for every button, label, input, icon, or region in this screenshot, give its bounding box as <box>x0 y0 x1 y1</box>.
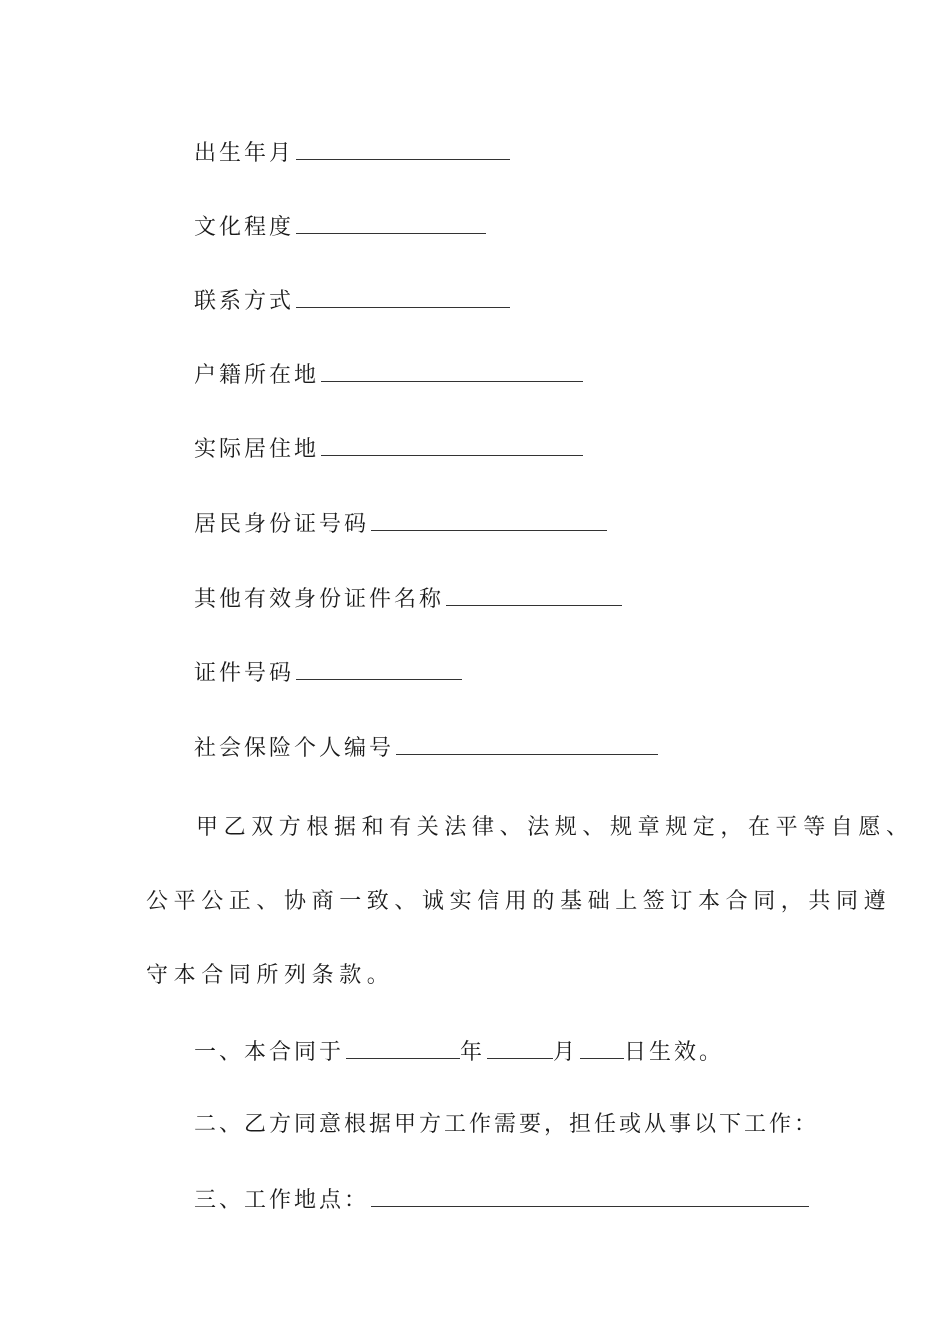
field-education <box>194 211 486 243</box>
fill-in-blank[interactable] <box>296 657 462 680</box>
field-label: 证件号码 <box>194 661 295 686</box>
month-blank[interactable] <box>487 1036 553 1059</box>
clause-text-suffix: 日生效。 <box>624 1040 725 1065</box>
year-label: 年 <box>460 1040 486 1065</box>
field-label: 其他有效身份证件名称 <box>194 587 445 612</box>
fill-in-blank[interactable] <box>296 137 510 160</box>
field-social-insurance-number <box>194 732 658 764</box>
clause-1-effective-date <box>194 1036 724 1068</box>
field-certificate-number <box>194 657 462 689</box>
field-birth-date <box>194 137 510 169</box>
fill-in-blank[interactable] <box>296 285 510 308</box>
year-blank[interactable] <box>346 1036 460 1059</box>
field-id-number <box>194 508 607 540</box>
clause-text: 三、工作地点： <box>194 1188 370 1213</box>
clause-text: 二、乙方同意根据甲方工作需要，担任或从事以下工作： <box>194 1112 820 1137</box>
fill-in-blank[interactable] <box>296 211 486 234</box>
field-label: 联系方式 <box>194 289 295 314</box>
intro-paragraph-line-3: 守本合同所列条款。 <box>146 963 395 988</box>
field-label: 户籍所在地 <box>194 363 320 388</box>
intro-paragraph-line-2: 公平公正、协商一致、诚实信用的基础上签订本合同，共同遵 <box>146 889 892 914</box>
field-household-registration <box>194 359 583 391</box>
field-label: 实际居住地 <box>194 437 320 462</box>
fill-in-blank[interactable] <box>371 508 607 531</box>
clause-2-job-description <box>194 1110 819 1140</box>
fill-in-blank[interactable] <box>446 583 622 606</box>
field-label: 居民身份证号码 <box>194 512 370 537</box>
field-label: 出生年月 <box>194 141 295 166</box>
field-label: 社会保险个人编号 <box>194 736 395 761</box>
clause-3-work-location <box>194 1184 809 1216</box>
fill-in-blank[interactable] <box>321 359 583 382</box>
month-label: 月 <box>553 1040 579 1065</box>
field-actual-residence <box>194 433 583 465</box>
day-blank[interactable] <box>580 1036 624 1059</box>
clause-text: 一、本合同于 <box>194 1040 345 1065</box>
field-other-id-name <box>194 583 622 615</box>
field-contact <box>194 285 510 317</box>
fill-in-blank[interactable] <box>321 433 583 456</box>
fill-in-blank[interactable] <box>396 732 658 755</box>
intro-paragraph-line-1: 甲乙双方根据和有关法律、法规、规章规定，在平等自愿、 <box>196 815 914 840</box>
fill-in-blank[interactable] <box>371 1184 809 1207</box>
field-label: 文化程度 <box>194 215 295 240</box>
